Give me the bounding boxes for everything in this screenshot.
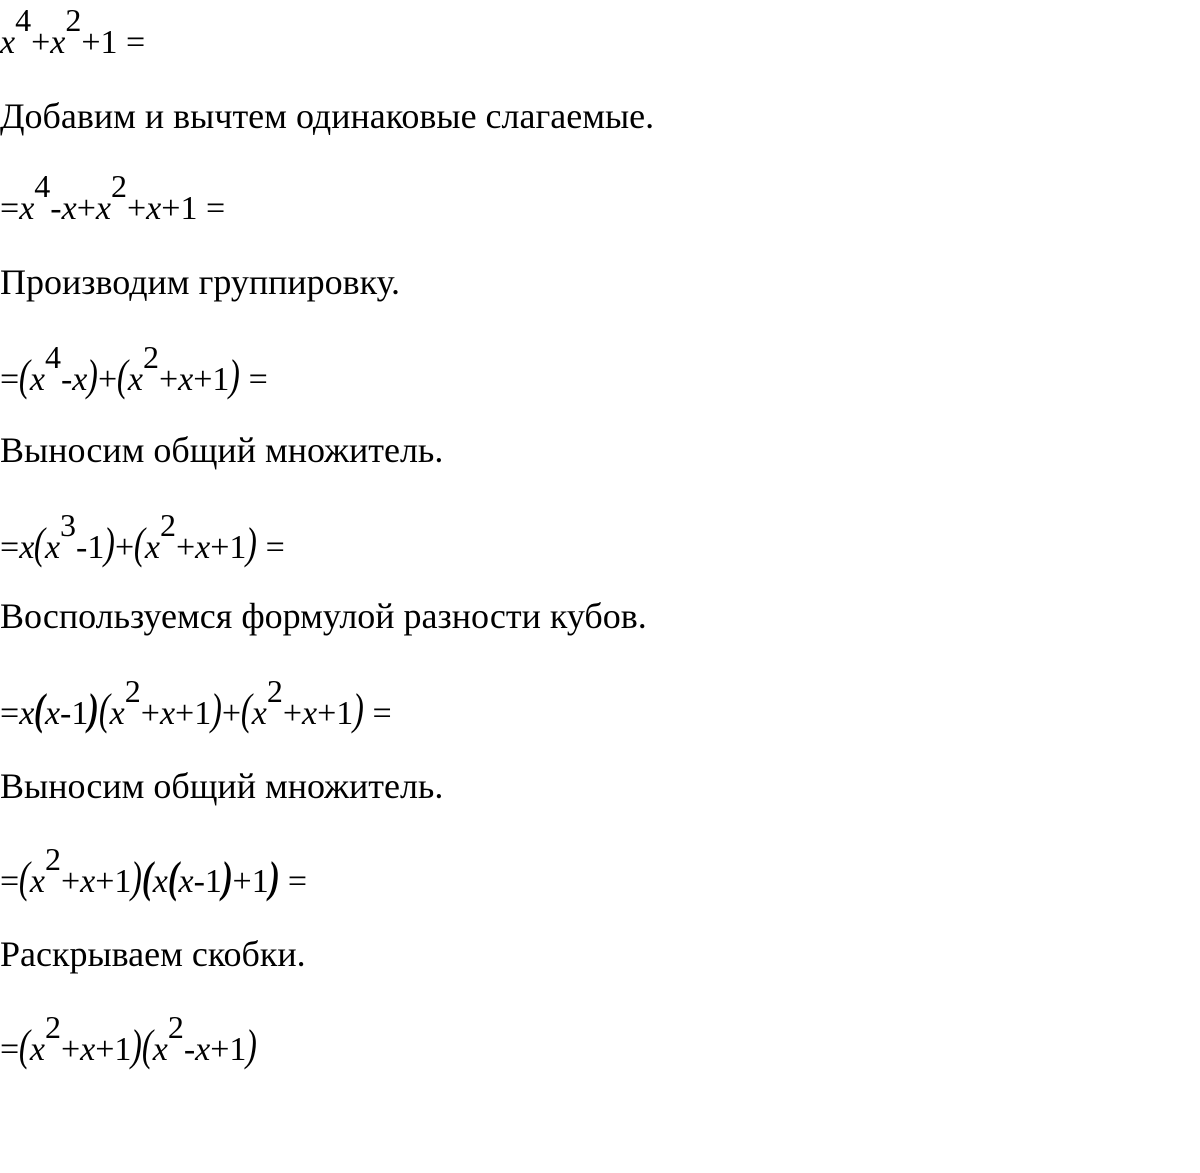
m3-f: x — [72, 361, 88, 398]
m6-l: x — [178, 863, 194, 900]
m4-m: x — [195, 529, 211, 566]
m7-g: +1 — [95, 1031, 132, 1068]
m7-k: 2 — [167, 1009, 184, 1045]
m6-d: 2 — [44, 841, 61, 877]
math-line-3 — [0, 339, 268, 400]
m4-k: 2 — [159, 507, 176, 543]
m4-p: = — [257, 529, 285, 566]
m7-n: +1 — [210, 1031, 247, 1068]
m3-d: 4 — [44, 339, 61, 375]
m7-d: 2 — [44, 1009, 61, 1045]
m5-p: x — [251, 695, 267, 732]
m1-b: 4 — [15, 2, 32, 38]
m5-h: x — [109, 695, 125, 732]
m4-a: = — [0, 529, 20, 566]
m7-l: - — [183, 1031, 196, 1068]
m7-j: x — [152, 1031, 168, 1068]
m6-p: ) — [268, 853, 280, 902]
m4-d: x — [44, 529, 61, 566]
m5-e: -1 — [60, 695, 89, 732]
m4-b: x — [19, 529, 35, 566]
m7-e: + — [60, 1031, 81, 1068]
m6-h: ) — [131, 853, 143, 902]
m2-k: +1 = — [161, 190, 226, 227]
math-line-7 — [0, 1009, 258, 1070]
m4-c: ( — [34, 519, 46, 568]
m3-o: ) — [229, 351, 241, 400]
m5-f: ) — [88, 685, 100, 734]
m5-j: + — [140, 695, 160, 732]
m2-i: + — [126, 190, 147, 227]
m7-f: x — [80, 1031, 96, 1068]
m7-i: ( — [141, 1021, 153, 1070]
math-line-2 — [0, 168, 226, 229]
math-line-1 — [0, 2, 146, 63]
m6-a: = — [0, 863, 20, 900]
m4-f: -1 — [76, 529, 105, 566]
caption-5: Выносим общий множитель. — [0, 766, 444, 806]
m3-l: + — [158, 361, 179, 398]
caption-6: Раскрываем скобки. — [0, 934, 306, 974]
m6-q: = — [279, 863, 308, 900]
caption-2: Производим группировку. — [0, 262, 401, 302]
m1-f: +1 = — [81, 24, 146, 61]
m4-o: ) — [246, 519, 258, 568]
m5-g: ( — [98, 685, 110, 734]
m6-n: ) — [221, 853, 233, 902]
m6-b: ( — [19, 853, 31, 902]
m5-k: x — [159, 695, 176, 732]
m6-f: x — [80, 863, 96, 900]
m5-l: +1 — [175, 695, 212, 732]
m6-c: x — [29, 863, 45, 900]
m7-b: ( — [19, 1021, 31, 1070]
m3-g: ) — [87, 351, 99, 400]
m1-e: 2 — [65, 2, 82, 38]
m4-i: ( — [134, 519, 146, 568]
m6-e: + — [60, 863, 81, 900]
m5-n: + — [221, 695, 242, 732]
caption-1: Добавим и вычтем одинаковые слагаемые. — [0, 96, 655, 136]
m3-p: = — [240, 361, 268, 398]
m6-j: x — [152, 863, 168, 900]
m3-c: x — [29, 361, 45, 398]
math-line-5 — [0, 673, 392, 734]
m5-c: ( — [34, 685, 46, 734]
m2-f: + — [76, 190, 96, 227]
m3-k: 2 — [142, 339, 159, 375]
m2-a: = — [0, 190, 20, 227]
m3-i: ( — [117, 351, 129, 400]
m3-h: + — [98, 361, 118, 398]
m7-m: x — [195, 1031, 211, 1068]
m5-t: +1 — [317, 695, 354, 732]
m6-o: +1 — [232, 863, 269, 900]
caption-4: Воспользуемся формулой разности кубов. — [0, 596, 647, 636]
m7-h: ) — [131, 1021, 143, 1070]
m5-s: x — [302, 695, 318, 732]
m2-e: x — [61, 190, 77, 227]
m2-j: x — [146, 190, 162, 227]
m4-l: + — [175, 529, 196, 566]
m7-o: ) — [246, 1021, 258, 1070]
m7-a: = — [0, 1031, 20, 1068]
m3-j: x — [127, 361, 143, 398]
m2-c: 4 — [34, 168, 51, 204]
m4-g: ) — [104, 519, 116, 568]
m5-r: + — [282, 695, 303, 732]
m5-b: x — [19, 695, 35, 732]
m5-d: x — [44, 695, 61, 732]
m3-e: - — [60, 361, 73, 398]
m5-o: ( — [240, 685, 252, 734]
m2-g: x — [95, 190, 111, 227]
m6-i: ( — [141, 853, 153, 902]
m4-h: + — [115, 529, 135, 566]
m4-n: +1 — [210, 529, 247, 566]
m2-b: x — [19, 190, 35, 227]
m6-m: -1 — [193, 863, 222, 900]
m7-c: x — [29, 1031, 45, 1068]
m2-h: 2 — [110, 168, 127, 204]
m5-i: 2 — [124, 673, 141, 709]
m4-j: x — [144, 529, 160, 566]
m3-b: ( — [19, 351, 31, 400]
m3-m: x — [178, 361, 194, 398]
m1-c: + — [31, 24, 51, 61]
m5-q: 2 — [266, 673, 283, 709]
m3-n: +1 — [193, 361, 230, 398]
m2-d: - — [50, 190, 62, 227]
m5-v: = — [363, 695, 392, 732]
m3-a: = — [0, 361, 20, 398]
m5-a: = — [0, 695, 20, 732]
m6-k: ( — [167, 853, 179, 902]
m5-m: ) — [211, 685, 223, 734]
m6-g: +1 — [95, 863, 132, 900]
math-line-4 — [0, 507, 285, 568]
caption-3: Выносим общий множитель. — [0, 430, 444, 470]
math-line-6 — [0, 841, 308, 902]
m5-u: ) — [353, 685, 365, 734]
m4-e: 3 — [60, 507, 77, 543]
m1-a: x — [0, 24, 16, 61]
m1-d: x — [50, 24, 66, 61]
